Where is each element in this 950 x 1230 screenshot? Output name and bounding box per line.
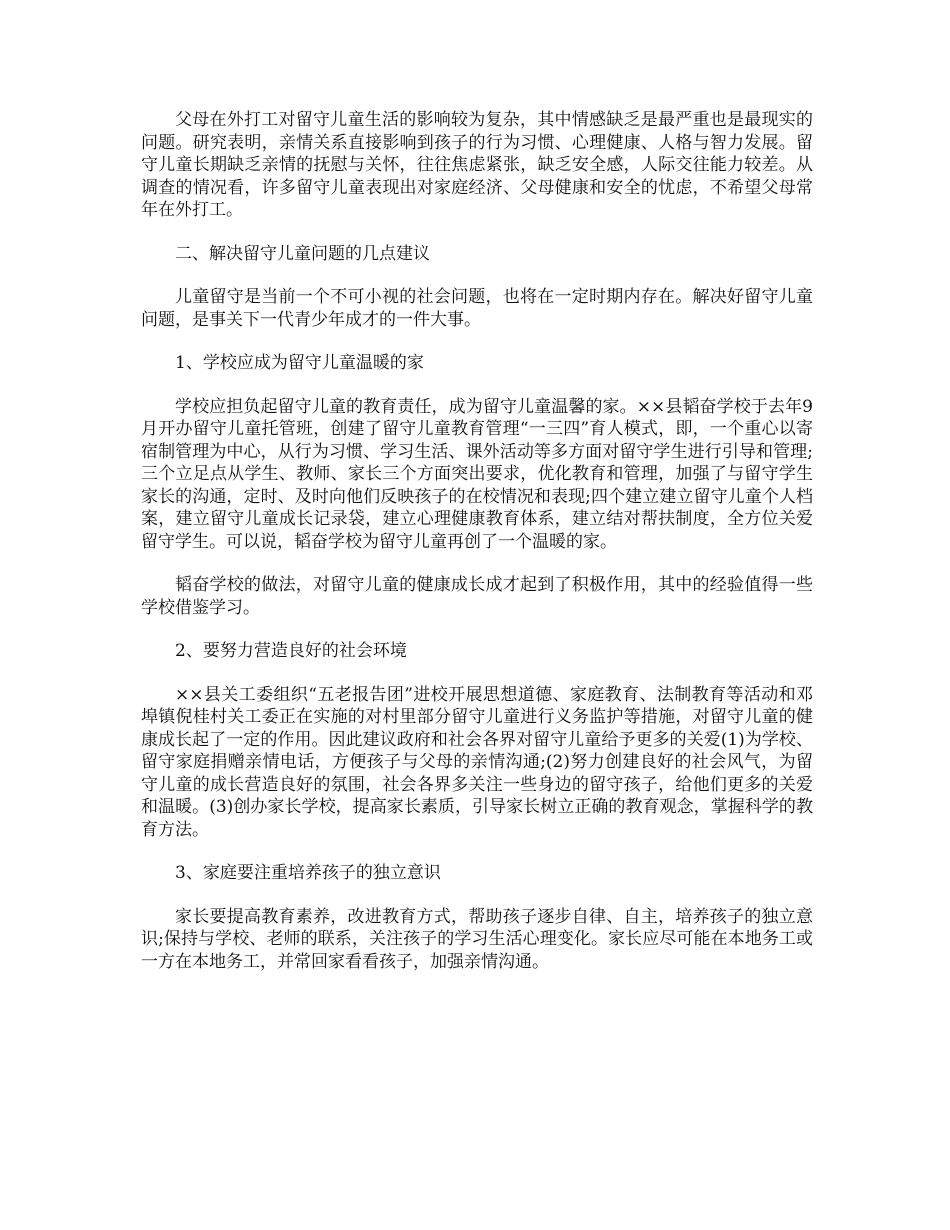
subheading-social-environment: 2、要努力营造良好的社会环境 bbox=[175, 641, 407, 661]
paragraph-family-education: 家长要提高教育素养，改进教育方式，帮助孩子逐步自律、自主，培养孩子的独立意识;保持与学校、老师的联系，关注孩子的学习生活心理变化。家长应尽可能在本地务工或一方在本地务工，并常回家看看孩子，加强亲情沟通。 bbox=[141, 906, 813, 972]
paragraph-social-care: ××县关工委组织“五老报告团”进校开展思想道德、家庭教育、法制教育等活动和邓埠镇倪桂村关工委正在实施的对村里部分留守儿童进行义务监护等措施，对留守儿童的健康成长起了一定的作用。因此建议政府和社会各界对留守儿童给予更多的关爱(1)为学校、留守家庭捐赠亲情电话，方便孩子与父母的亲情沟通;(2)努力创建良好的社会风气，为留守儿童的成长营造良好的氛围，社会各界多关注一些身边的留守孩子，给他们更多的关爱和温暖。(3)创办家长学校，提高家长素质，引导家长树立正确的教育观念，掌握科学的教育方法。 bbox=[141, 684, 813, 840]
subheading-family: 3、家庭要注重培养孩子的独立意识 bbox=[175, 863, 441, 883]
paragraph-social-problem: 儿童留守是当前一个不可小视的社会问题，也将在一定时期内存在。解决好留守儿童问题，是事关下一代青少年成才的一件大事。 bbox=[141, 287, 813, 330]
paragraph-school-practice: 韬奋学校的做法，对留守儿童的健康成长成才起到了积极作用，其中的经验值得一些学校借鉴学习。 bbox=[141, 575, 813, 618]
document-page bbox=[141, 109, 813, 994]
section-heading-suggestions: 二、解决留守儿童问题的几点建议 bbox=[175, 243, 430, 264]
paragraph-emotional-impact: 父母在外打工对留守儿童生活的影响较为复杂，其中情感缺乏是最严重也是最现实的问题。研究表明，亲情关系直接影响到孩子的行为习惯、心理健康、人格与智力发展。留守儿童长期缺乏亲情的抚慰与关怀，往往焦虑紧张，缺乏安全感，人际交往能力较差。从调查的情况看，许多留守儿童表现出对家庭经济、父母健康和安全的忧虑，不希望父母常年在外打工。 bbox=[141, 110, 813, 220]
subheading-school: 1、学校应成为留守儿童温暖的家 bbox=[175, 353, 424, 373]
paragraph-school-responsibility: 学校应担负起留守儿童的教育责任，成为留守儿童温馨的家。××县韬奋学校于去年9月开办留守儿童托管班，创建了留守儿童教育管理“一三四”育人模式，即，一个重心以寄宿制管理为中心，从行为习惯、学习生活、课外活动等多方面对留守学生进行引导和管理;三个立足点从学生、教师、家长三个方面突出要求，优化教育和管理，加强了与留守学生家长的沟通，定时、及时向他们反映孩子的在校情况和表现;四个建立建立留守儿童个人档案，建立留守儿童成长记录袋，建立心理健康教育体系，建立结对帮扶制度，全方位关爱留守学生。可以说，韬奋学校为留守儿童再创了一个温暖的家。 bbox=[141, 396, 813, 552]
